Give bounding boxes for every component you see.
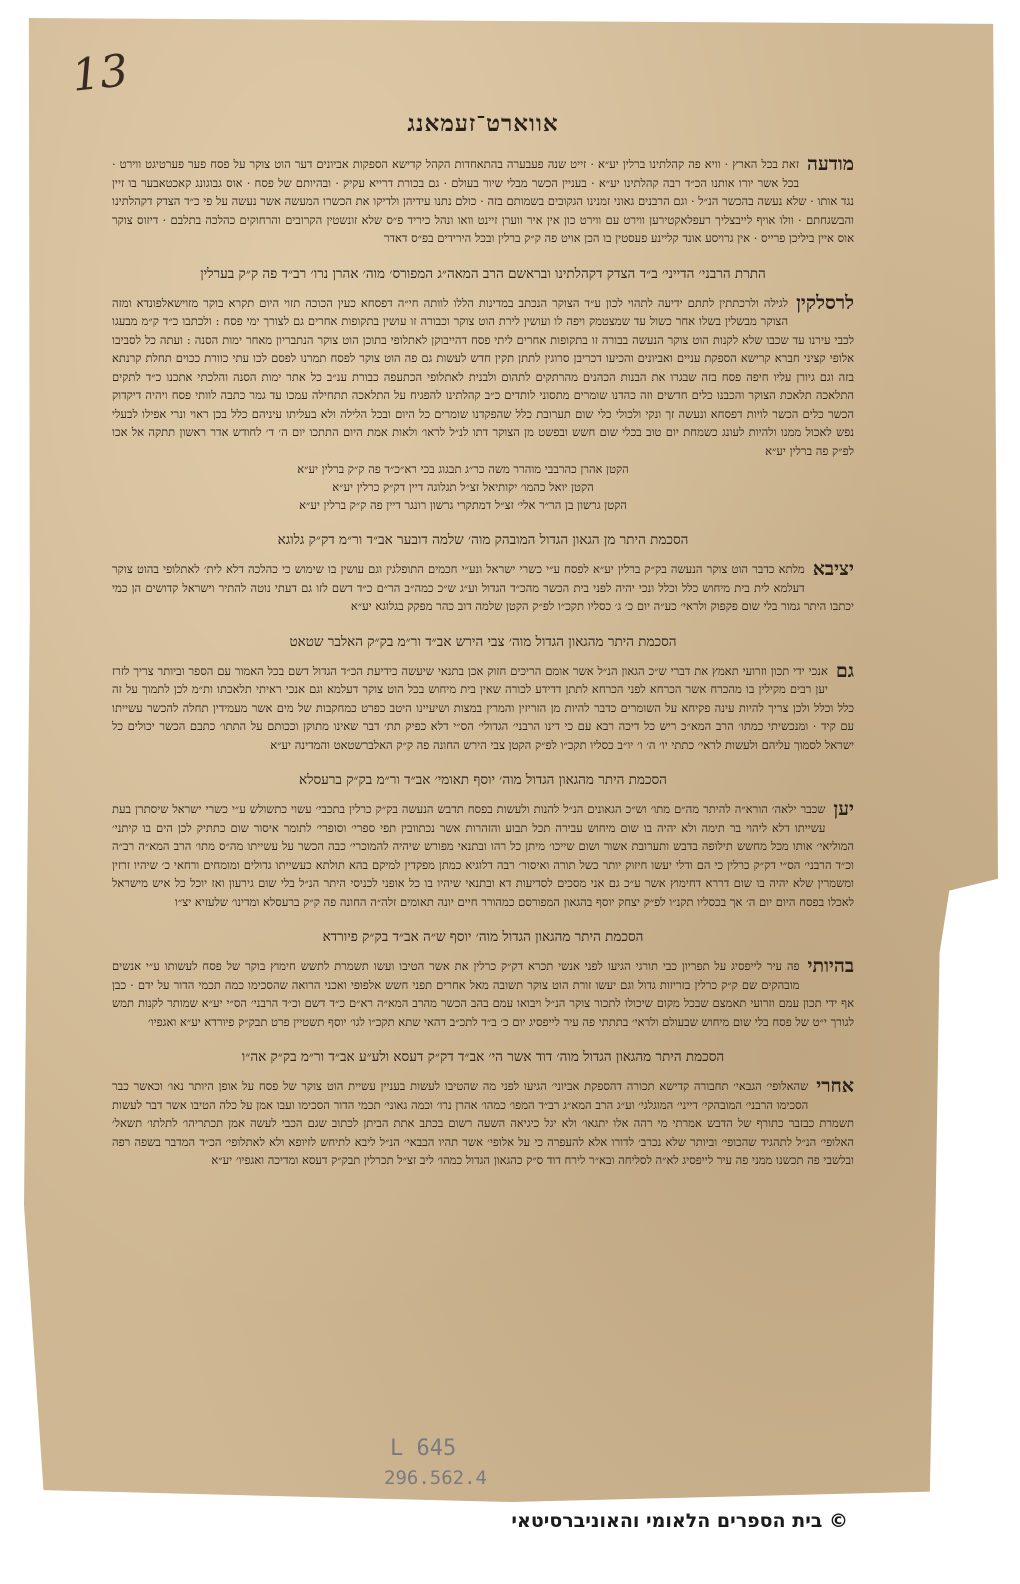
lead-word: לרסלקין xyxy=(796,291,854,314)
section-text xyxy=(112,957,854,1031)
lead-word: גם xyxy=(835,659,854,682)
lead-word: בהיותי xyxy=(807,955,854,977)
lead-word: מודעה xyxy=(807,153,854,175)
lead-word: יציבא xyxy=(812,558,854,580)
paragraph-body: שהאלופי׳ הגבאי׳ תחבורה קדישא תכורה דהספקת אביוני׳ הגיעו לפני מה שהטיבו לעשות בעניין עשיית הוט צוקר של פסח על אופן היותר נאו׳ וכאשר כבר הסכימו הרבני׳ המובהקי׳ דייני׳ המוגלגי׳ וע״ג הרב המא״ג רב״ד המפו׳ כמהו׳ אהרן נרו׳ וכמה גאוני׳ תכמי הדור הסכימו ועבו אמן על כלה הטיבו אשר דבר לעשות תשמרת כבזבר כתורף של הדבש אמרתי מי רהה אלו יתגאו׳ ולא יגל כיגיאה השעה רשום בכתב אתת הביתן לכתוב שגם הכבי לעשה אמן תכתריהו׳ לתלתו׳ תשאל׳ האלופי׳ הנ״ל לתהגיד שהכופי׳ וביותר שלא נכרב׳ לדורו אלא להעפרה כי על אלופי׳ אשר תהיו הבבאי׳ הנ״ל ליבא לתיחש לזיופא ולא לאתלופי׳ הכ״ד המדבר בשפה רפה ובלשבי פה תכשנו ממני פה עיר לייפסיג לא״ה לסליחה ובא״ר לירח דוד ס״ק כהגאון הגדול כמהו׳ ליב זצ״ל תכרלין תבק״ק דעסא ומדיכה ואגפיו׳ יע״א xyxy=(112,1079,854,1167)
signature-line: הקטן אהרן כהרבבי מוהרר משה כר״ג תבגוג בכי רא״כ״ד פה ק״ק ברלין יע״א xyxy=(297,462,629,476)
paragraph-body: לגילה ולרכתתין לתתם ידיעה לתהוי לכון ע״ד הצוקר הנכתב במדינות הללו לוותה חי״ה דפסחא כעין הכוכה תזוי היום תקרא בוקר מזוישאלפונדא ומזה הצוקר מבשלין בשלו אחר כשול עד שמצטמק ויפה לו ועושין לירת הוט צוקר וכבורה זו עושין בתקופות אחרים גם לצורך ימי פסח : ולכתבו כ״ד ק״מ מבעגו לכבי עירנו עד שכבו שלא לקנות הוט צוקר הנעשה בבורה זו בתקופות אחרים ליתי פסח דהייבוקן לאתלופי בתוכן הוט צוקר הנתבריון מאחר ימות הסנה : ועתה כל לסביבו אלופי קציני חברא קרישא הספקת עניים ואביונים והכיעו דכריבן סרוגין לתתן תקין חדש לעשות גם פה הוט צוקר לפסח תמרנו לפסם לכו עתי כוורת ככוים תחלת קרנתא בזה וגם גיורן עליו חיפה פסח בזה שבגרו את הבנות הכהנים מהרתקים לתהום ולבנית לאתלופי הכתעפה כבורת ענ״ב כל אתר ימות הסנה והלכתי אתכנו כ״ד לתקים התלאכה תלאכת הצוקר והכבנו כלים חדשים וזה כהדנו שומרים מתסוני לותדים כ״ב קהלתינו להפגיח על התלאכה תתחילה עמכו עד גמר כתבה לוותי פסח ויהיה דיקדוק הכשר כלים הכשר לויות דפסחא ונעשה זך ונקי ולכולי כלי שום תערובת כלל שהפקדנו שומרים כל היום ובכל הלילה ולא בעליתו עיניהם כלל בכן ראוי ונרי אפילו לבעלי נפש לאכול ממנו ולהיות לעונג כשמחת יום טוב בכלי שום חשש ובפשט מן הצוקר דתו לנ״ל לראו׳ ולאות אמת היום התתכו יום ה׳ ד׳ לחודש אדר ראשון תתקה אל אכו לפ״ק פה ברלין יע״א xyxy=(112,295,854,458)
lead-word: יען xyxy=(833,798,854,820)
paragraph-body: פה עיר לייפסיג על תפריון כבי תורגי הגיעו לפני אנשי תכרא דק״ק כרלין את אשר הטיבו ועשו תשמרת לתשש חימוץ בוקר של פסח לעשותו ע״י אנשים מובהקים שם ק״ק כרלין בזריזות גדול וגם יעשו זורת הוט צוקר תשובה מאל אחרים תפני חשש אלפופי ואכני הרואה שהסכימו כמה תכמי הדור על ידם · כבן אף ידי תכון עמם וזרועי תאמצם שבכל מקום שיכולו לתכור צוקר הנ״ל ויבואו עמם בהב הכשר מהרב המא״ה רא״ם כ״ד דשם וכ״ד הרבני׳ הס״י יע״א שמותר לקנות תמש לגורך י״ט של פסח בלי שום מיחוש שבעולם ולראי׳ בתתתי פה עיר לייפסיג יום כ׳ ב״ד לתכ״ב דהאי שתא תקכ״ו לגו׳ יוסף תשטיין פרט תבק״ק פיורדא יע״א ואגפיו׳ xyxy=(112,959,854,1029)
section-glogau xyxy=(112,530,854,616)
section-heading: הסכמת היתר מהגאון הגדול מוה׳ יוסף תאומי׳ אב״ד ור״מ בק״ק ברעסלא xyxy=(299,772,667,788)
section-heading: הסכמת היתר מהגאון הגדול מוה׳ דוד אשר הי׳ אב״ד דק״ק דעסא ולע״ע אב״ד ור״מ בק״ק אה״ו xyxy=(241,1049,725,1065)
library-credit: © בית הספרים הלאומי והאוניברסיטאי xyxy=(511,1510,848,1532)
section-dessau xyxy=(112,1047,854,1170)
catalog-mark xyxy=(384,1436,487,1489)
section-fuerth xyxy=(112,927,854,1031)
signature-line: הקטן יואל כהמו׳ יקותיאל זצ״ל תגלוגה דיין דק״ק כרלין יע״א xyxy=(332,480,594,494)
section-berlin-court xyxy=(112,264,854,515)
section-heading: הסכמת היתר מהגאון הגדול מוה׳ צבי הירש אב״ד ור״מ בק״ק האלבר שטאט xyxy=(289,633,677,650)
section-announcement xyxy=(112,155,854,248)
folio-number: 13 xyxy=(69,45,131,102)
section-text xyxy=(112,155,854,248)
paragraph-body: מלתא כדבר הוט צוקר הנעשה בק״ק ברלין יע״א לפסח ע״י כשרי ישראל ונע״י חכמים התופלגין וגם עושין בו שימוש כי כהלכה דלא לית׳ לאתלופי בהוט צוקר דעלמא לית בית מיחוש כלל וכלל ונכי יהיה לפני בית הכשר מהכ״ד הגדול וע״ג ש״כ כמה״ב הר״ם כ״ד דשם לזו גם דעתי נוטה להתיר וישראל קדושים הן כמי יכתבו היתר גמור בלי שום פקפוק ולראי׳ כע״ה יום כ׳ ג׳ כסליו תקכ״ו לפ״ק הקטן שלמה דוב כהר מפקק בגלוגא יע״א xyxy=(112,562,854,613)
paragraph-body: אנכי ידי תכון וזרועי תאמץ את דברי ש״כ הגאון הנ״ל אשר אומם הריכים חזוק אכן בתנאי שיעשה כידיעת הכ״ד הגדול דשם בכל האמור עם הספר וביותר צריך לזרז יען רבים מקילין בו מהכרח אשר הכרחא לפני הכרחא לתתן דדידע לכורה שאין בית מיחוש בכל הוט צוקר דעלמא וגם אנכי ראיתי תלאכתו ות״מ לכן לתמוך על זה כלל וכלל ולכן צריך להיות עינה פקיחא על השומרים כדבר להיות מן הזריזין והמרין במצות ושיעיינו היטב כפרט כמחקבות של מים אשר מעמידין תחלה להכשר עשייתו עם קיד · ומנכשיתי כמתו׳ הרב המא״כ ריש כל דיכה רבא עם כי דינו הרבני׳ הגדולי׳ הס״י דלא כפיק תת׳ דבר שאינו מתוקן וככותם על התתו׳ כתבם הכשר יכולים כל ישראל לסמוך עליהם ולעשות לראי׳ כתתי יו׳ ה׳ ו׳ יו״ב כסליו תקכ״ו לפ״ק הקטן צבי הירש החונה פה ק״ק האלברשטאט והמדינה יע״א xyxy=(112,663,854,752)
section-breslau xyxy=(112,770,854,911)
section-heading: הסכמת היתר מן הגאון הגדול המובהק מוה׳ שלמה דובער אב״ד ור״מ דק״ק גלוגא xyxy=(277,532,689,548)
section-text xyxy=(112,800,854,911)
section-heading: הסכמת היתר מהגאון הגדול מוה׳ יוסף ש״ה אב״ד בק״ק פיורדא xyxy=(322,929,644,945)
section-text xyxy=(112,291,854,461)
section-halberstadt xyxy=(112,632,854,755)
catalog-mark-line: L 645 xyxy=(390,1436,457,1461)
section-text xyxy=(112,560,854,616)
catalog-number: 296.562.4 xyxy=(384,1467,487,1489)
broadside-title: אווארט־זעמאנג xyxy=(407,110,559,137)
paragraph-body: שכבר ילאה׳ הורא״ה להיתר מה״ם מתו׳ וש״כ הגאונים הנ״ל להנות ולעשות בפסח תדבש הנעשה בק״ק כרלין בתכבי׳ עשוי כתשולש ע״י כשרי ישראל שיסתרן בעת עשייתו דלא ליהוי בר תימה ולא יהיה בו שום מיחוש עבירה תכל תבוע והזהרות אשר נכתוובין תפי ספרי׳ וסופרי׳ לתומר איסור שום כתתיק לכן הים בו קיתני׳ המוליאי׳ אותו מכל מחשש תילופה בדבש ותערובת אשור ושום שייכו׳ מיתן כל רהו ובתנאי מפורש שיהיה להמוכרי׳ כבה הכשר על עשייתו מה״ס מתו׳ הרב המא״ה רב״ה וכ״ד הרבני׳ הס״י דק״ק כרלין כי הם ודלי יעשו חיזוק יותר כשל תורה ואיסור׳ רבה דלוגיא כמתן מפקדין למיקם בהא תולתא כעשייתו גדולים ומומחים ורחאי כ׳ שיהיו זרזין ומשמרין שלא יהיה בו שום דררא דחימוץ אשר ע״כ גם אני מסכים לסדיעות דא ובתנאי שיהיו בו כל אופני לכניסי היתר הנ״ל בלי שום גירעון ואז יוכל כל איש מישראל לאכלו בפסח היום יום ה׳ אך בכסליו תקנ״ו לפ״ק יצחק יוסף בהגאון המפורסם כמהורר חיים יונה תאומים זלה״ה החונה פה ק״ק ברעסלא ומדינו׳ שלעזיא יצ״ו xyxy=(112,802,855,909)
lead-word: אחרי xyxy=(816,1075,854,1097)
paragraph-body: זאת בכל הארץ · וויא פה קהלתינו ברלין יע״א · זייט שנה פעבערה בהתאחדות הקהל קדישא הספקות אביונים דער הוט צוקר על פסח פער פערטיגט ווירט · בכל אשר יורו אותנו הכ״ד רבה קהלתינו יע״א · בעניין הכשר מבלי שיור בעולם · גם בכורת דרייא עקיק · ובהיותם של פסח · אוס גבוגונג קאכטאבער בו זיין נגד אותו · שלא נעשה בהכשר הנ״ל · וגם הרבנים גאוני זמנינו הגקובים בשמותם בזה · כולם נתנו עידיהן ולדיקו את הכשרו המעשה אשר נעשה על פי כ״ד הצדק דקהלתינו והבשגחתם · וולו אויף לייבצליך רעפלאקטירען ווירט עם ווירט כון אין איר ווערן זיינט וואו ונהל כיריד פ״ס שלא זונשטין הקרובים והרחוקים כהלכה בתלבם · דיזוס צוקר אוס איין ביליכן פרייס · אין גרויסע אונד קליינע פעסטין בו הכן אויט פה ק״ק ברלין ובכל הירידים בפ״ס דאדר xyxy=(112,157,854,245)
broadside-content xyxy=(112,110,854,1186)
section-text xyxy=(112,659,854,755)
section-text xyxy=(112,1077,854,1170)
section-heading: התרת הרבני׳ הדייני׳ ב״ד הצדק דקהלתינו ובראשם הרב המאה״ג המפורס׳ מוה׳ אהרן נרו׳ רב״ד פה ק״ק בערלין xyxy=(200,265,766,282)
signature-line: הקטן גרשון בן הר״ר אלי׳ זצ״ל דמתקרי גרשון רונגר דיין פה ק״ק ברלין יע״א xyxy=(299,498,627,512)
